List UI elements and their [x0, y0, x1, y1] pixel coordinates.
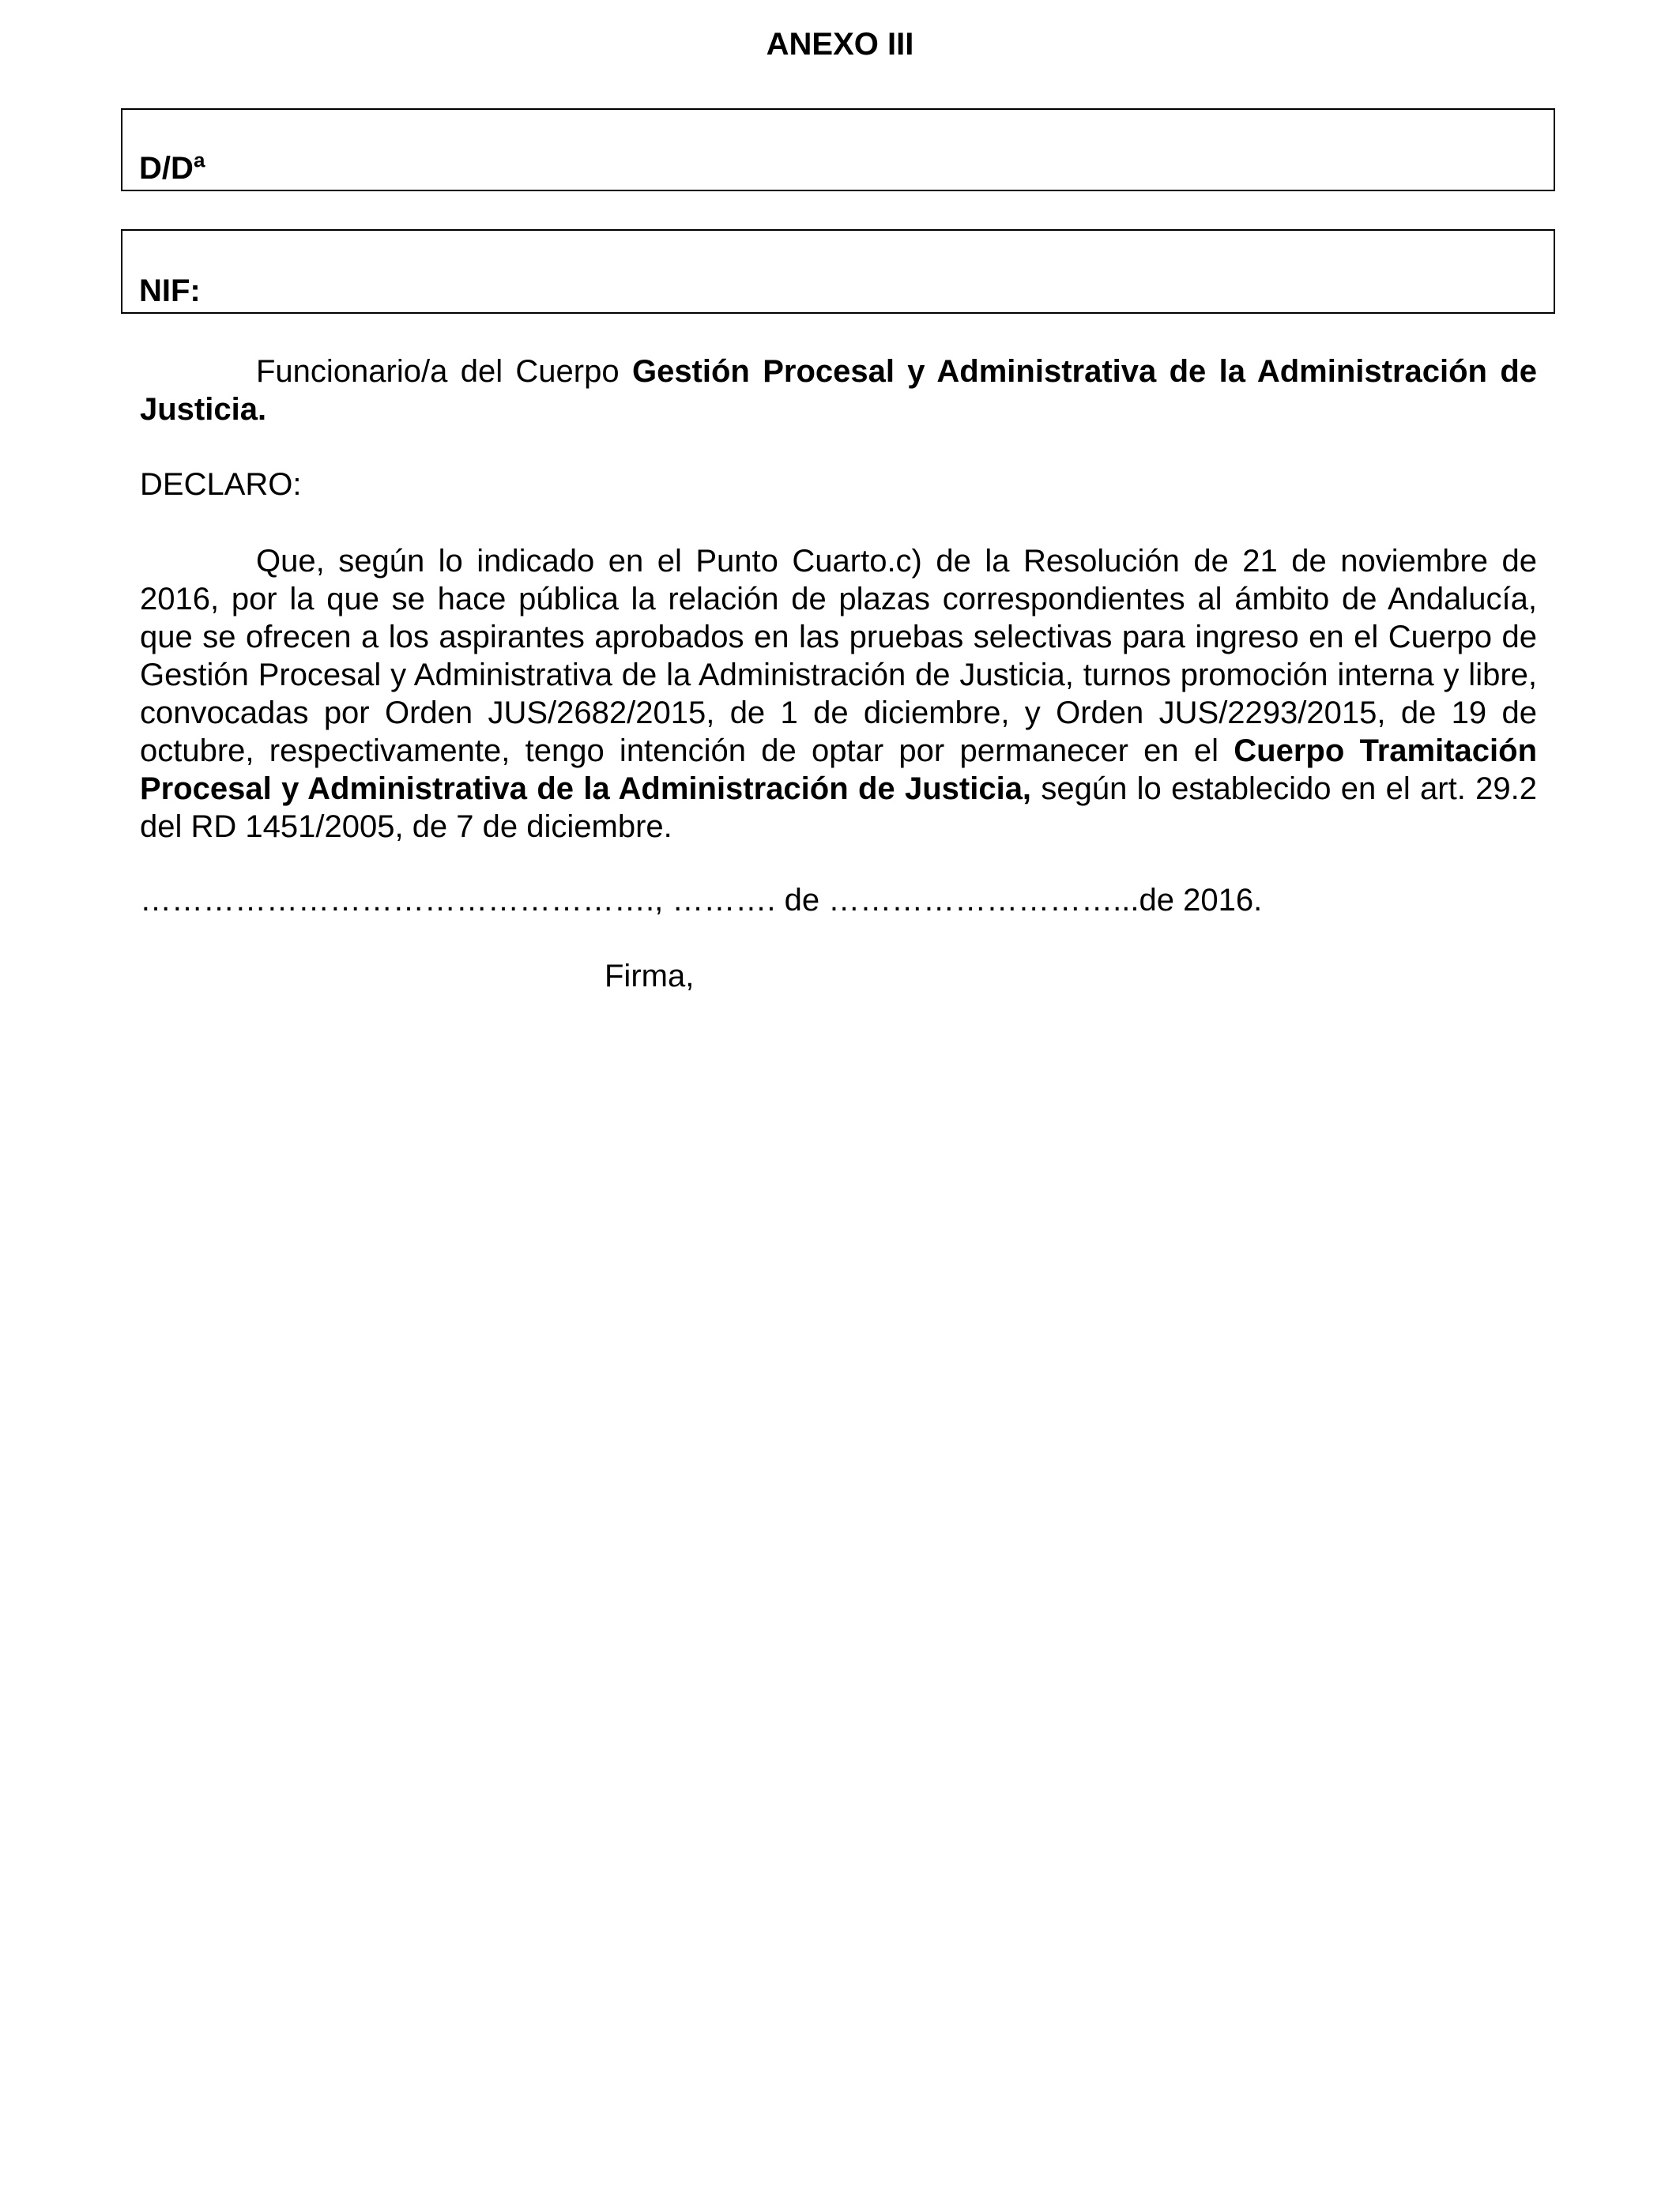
intro-body-name: Gestión Procesal y Administrativa de la Administración de Justicia. [140, 354, 1537, 427]
declaro-heading: DECLARO: [140, 467, 302, 502]
date-line: …………………………………………., ………. de ………………………...de 2016. [140, 883, 1263, 918]
declaration-text-1: Que, según lo indicado en el Punto Cuarto.c) de la Resolución de 21 de noviembre de 2016, por la que se hace pública la relación de plazas correspondientes al ámbito de Andalucía, que se ofrecen a los aspirantes aprobados en las pruebas selectivas para ingreso en el Cuerpo de Gestión Procesal y Administrativa de la Administración de Justicia, turnos promoción interna y libre, convocadas por Orden JUS/2682/2015, de 1 de diciembre, y Orden JUS/2293/2015, de 19 de octubre, respectivamente, tengo intención de optar por permanecer en el [140, 544, 1537, 768]
document-title: ANEXO III [766, 27, 914, 62]
intro-prefix: Funcionario/a del Cuerpo [256, 354, 632, 389]
name-field-box[interactable] [121, 108, 1555, 191]
nif-field-box[interactable] [121, 229, 1555, 314]
declaration-paragraph [140, 542, 1537, 846]
declaration-text-2: según lo establecido en el art. 29.2 del RD 1451/2005, de 7 de diciembre. [140, 771, 1537, 844]
nif-field-label: NIF: [139, 273, 201, 308]
name-field-label: D/Dª [139, 151, 205, 186]
declaration-body-name: Cuerpo Tramitación Procesal y Administrativa de la Administración de Justicia, [140, 733, 1537, 806]
intro-paragraph [140, 352, 1537, 428]
signature-label: Firma, [605, 959, 695, 993]
